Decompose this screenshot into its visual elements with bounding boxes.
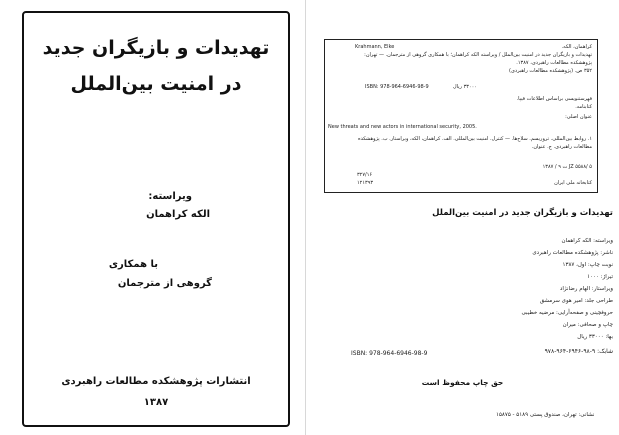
cip-catalog-box bbox=[324, 39, 598, 193]
book-title-line-1: تهدیدات و بازیگران جدید bbox=[42, 37, 270, 59]
publisher-name: انتشارات پژوهشکده مطالعات راهبردی bbox=[61, 376, 251, 387]
cip-subjects-cont: مطالعات راهبردی. ج. عنوان. bbox=[531, 144, 592, 150]
info-edition: نوبت چاپ: اول، ۱۳۸۷ bbox=[562, 262, 613, 268]
book-title-line-2: در امنیت بین‌الملل bbox=[70, 73, 242, 95]
cip-isbn: ISBN: 978-964-6946-98-9 bbox=[365, 84, 429, 90]
info-typesetting: حروفچینی و صفحه‌آرایی: مرضیه خطیبی bbox=[521, 310, 613, 316]
cip-original-title-label: عنوان اصلی: bbox=[565, 114, 592, 120]
cip-bibliography: کتابنامه. bbox=[575, 104, 592, 110]
publisher-address: نشانی: تهران، صندوق پستی ۵۱۸۹ - ۱۵۸۷۵ bbox=[496, 412, 595, 418]
shabak-number: شابک: ۹-۹۸-۶۹۴۶-۹۶۴-۹۷۸ bbox=[544, 348, 613, 355]
cip-national-number: ۱۲۱۳۹۳ bbox=[357, 180, 374, 186]
left-page bbox=[0, 0, 306, 435]
colophon-book-title: تهدیدات و بازیگران جدید در امنیت بین‌الملل bbox=[432, 208, 613, 218]
info-publisher: ناشر: پژوهشکده مطالعات راهبردی bbox=[532, 250, 613, 256]
cip-author-en: Krahmann, Elke bbox=[355, 44, 395, 50]
info-cover-design: طراحی جلد: امیر هوی سرمشق bbox=[539, 298, 613, 304]
collaboration-label: با همکاری bbox=[108, 259, 158, 270]
info-price: بها: ۳۳۰۰۰ ریال bbox=[577, 334, 613, 340]
title-page-frame bbox=[22, 11, 290, 427]
cip-national-library: کتابخانه ملی ایران bbox=[554, 180, 592, 186]
cip-ddc: ۳۲۷/۱۶ bbox=[357, 172, 373, 178]
cip-subjects: ۱. روابط بین‌المللی. تروریسم. سلاح‌ها. — کنترل. امنیت بین‌المللی. الف. کراهمان، الکه، ویراستار. ب. پژوهشکده bbox=[358, 136, 592, 142]
cip-title-line: تهدیدات و بازیگران جدید در امنیت بین‌الملل / ویراسته الکه کراهمان؛ با همکاری گروهی از مترجمان. — تهران: bbox=[364, 52, 592, 58]
info-editor: ویراسته: الکه کراهمان bbox=[561, 238, 613, 244]
editor-label: ویراسته: bbox=[148, 191, 192, 202]
cip-fipa-note: فهرستنویسی براساس اطلاعات فیپا. bbox=[516, 96, 592, 102]
right-page bbox=[306, 0, 619, 435]
cip-original-title-en: New threats and new actors in international security, 2005. bbox=[328, 124, 477, 130]
info-printing: چاپ و صحافی: میران bbox=[562, 322, 613, 328]
cip-classification: JZ ۵۵۸۸/ ۵ ت ۹ / ۱۳۸۷ bbox=[542, 164, 592, 170]
info-print-run: تیراژ: ۱۰۰۰ bbox=[587, 274, 613, 280]
cip-pages-line: ۳۵۲ ص. (پژوهشکده مطالعات راهبردی) bbox=[509, 68, 592, 74]
info-copy-editor: ویراستار: الهام رضانژاد bbox=[559, 286, 613, 292]
cip-price: ۳۳۰۰۰ ریال bbox=[453, 84, 477, 90]
cip-publisher-line: پژوهشکده مطالعات راهبردی، ۱۳۸۷. bbox=[516, 60, 592, 66]
cip-author-fa: کراهمان، الکه. bbox=[561, 44, 592, 50]
editor-name: الکه کراهمان bbox=[146, 209, 210, 220]
isbn-number: ISBN: 978-964-6946-98-9 bbox=[351, 350, 428, 357]
copyright-notice: حق چاپ محفوظ است bbox=[421, 378, 504, 387]
collaborators-name: گروهی از مترجمان bbox=[117, 278, 212, 289]
publication-year: ۱۳۸۷ bbox=[143, 397, 169, 408]
